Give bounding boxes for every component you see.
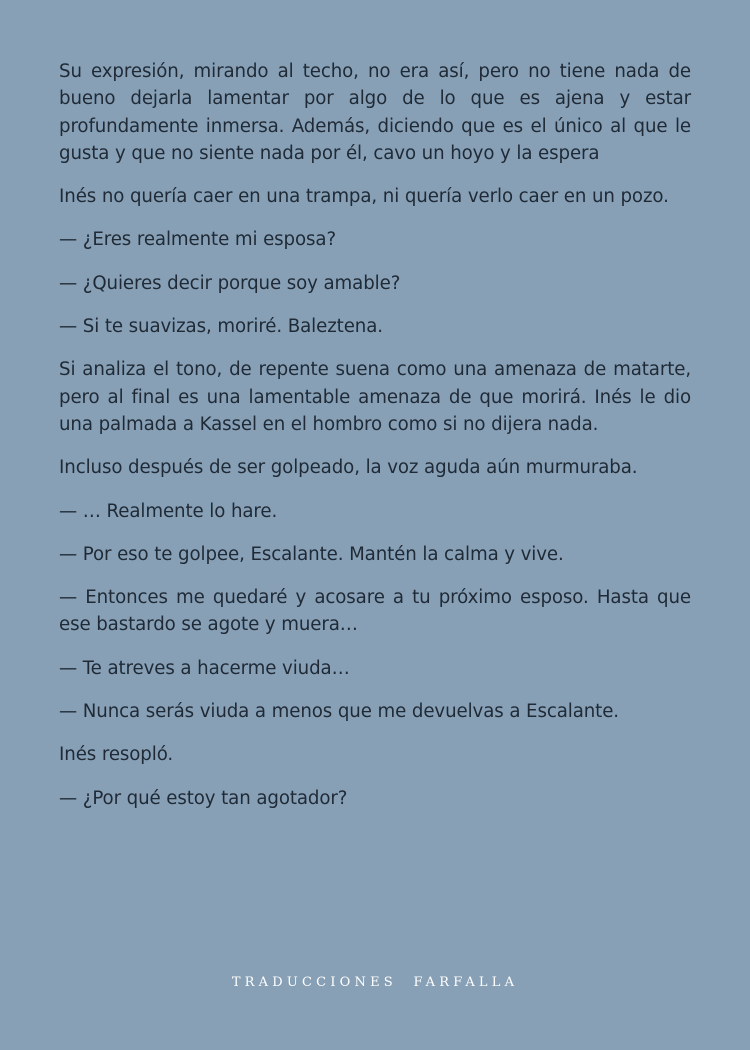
paragraph: Incluso después de ser golpeado, la voz aguda aún murmuraba. bbox=[59, 457, 638, 479]
dialogue-line: — … Realmente lo hare. bbox=[59, 500, 278, 522]
footer-credit bbox=[0, 975, 750, 990]
dialogue-line: — Si te suavizas, moriré. Baleztena. bbox=[59, 316, 383, 338]
paragraph: Inés resopló. bbox=[59, 744, 174, 766]
dialogue-line: — Nunca serás viuda a menos que me devuelvas a Escalante. bbox=[59, 701, 619, 723]
dialogue-line: — Por eso te golpee, Escalante. Mantén la calma y vive. bbox=[59, 543, 564, 565]
footer-text: TRADUCCIONES FARFALLA bbox=[231, 975, 519, 990]
dialogue-line: — Te atreves a hacerme viuda… bbox=[59, 657, 350, 679]
paragraph: Inés no quería caer en una trampa, ni quería verlo caer en un pozo. bbox=[59, 186, 669, 208]
document-body bbox=[59, 58, 691, 828]
dialogue-line: — Entonces me quedaré y acosare a tu próximo esposo. Hasta que ese bastardo se agote y muera… bbox=[59, 587, 691, 636]
dialogue-line: — ¿Eres realmente mi esposa? bbox=[59, 229, 337, 251]
paragraph: Si analiza el tono, de repente suena como una amenaza de matarte, pero al final es una lamentable amenaza de que morirá. Inés le dio una palmada a Kassel en el hombro como si no dijera nada. bbox=[59, 359, 691, 435]
dialogue-line: — ¿Por qué estoy tan agotador? bbox=[59, 787, 348, 809]
dialogue-line: — ¿Quieres decir porque soy amable? bbox=[59, 272, 401, 294]
paragraph: Su expresión, mirando al techo, no era así, pero no tiene nada de bueno dejarla lamentar por algo de lo que es ajena y estar profundamente inmersa. Además, diciendo que es el único al que le gusta y que no siente nada por él, cavo un hoyo y la espera bbox=[59, 61, 691, 164]
